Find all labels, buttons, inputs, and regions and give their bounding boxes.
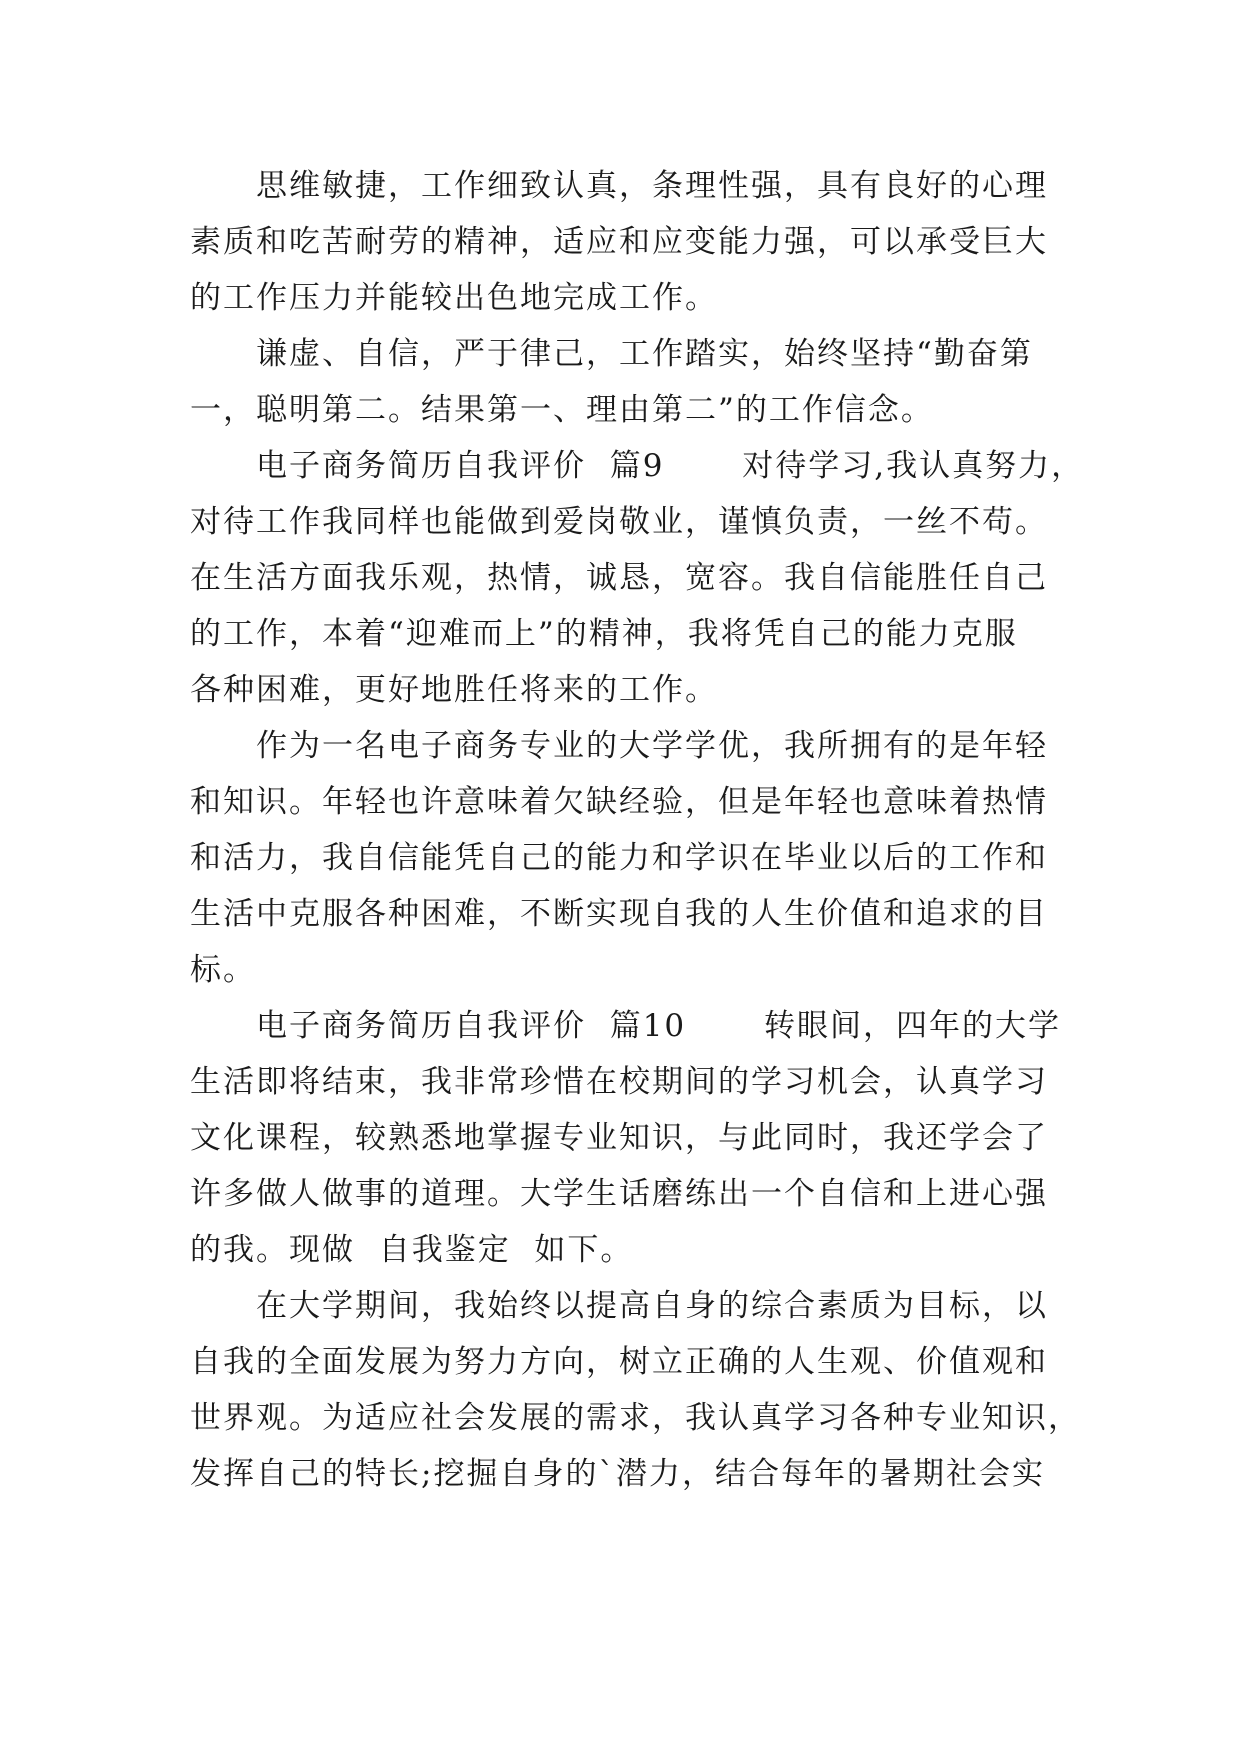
text-line: 自我的全面发展为努力方向，树立正确的人生观、价值观和 xyxy=(190,1344,1048,1380)
text-line: 生活即将结束，我非常珍惜在校期间的学习机会，认真学习 xyxy=(190,1064,1048,1100)
text-line: 谦虚、自信，严于律己，工作踏实，始终坚持“勤奋第 xyxy=(190,336,1033,372)
text-line: 作为一名电子商务专业的大学学优，我所拥有的是年轻 xyxy=(190,728,1048,764)
text-line: 许多做人做事的道理。大学生话磨练出一个自信和上进心强 xyxy=(190,1176,1048,1212)
text-line: 的我。现做 自我鉴定 如下。 xyxy=(190,1232,634,1268)
text-line: 世界观。为适应社会发展的需求，我认真学习各种专业知识， xyxy=(190,1400,1081,1436)
text-line: 生活中克服各种困难，不断实现自我的人生价值和追求的目 xyxy=(190,896,1048,932)
text-line: 对待工作我同样也能做到爱岗敬业，谨慎负责，一丝不苟。 xyxy=(190,504,1048,540)
text-line: 的工作，本着“迎难而上”的精神，我将凭自己的能力克服 xyxy=(190,616,1018,652)
text-line: 在生活方面我乐观，热情，诚恳，宽容。我自信能胜任自己 xyxy=(190,560,1048,596)
text-line: 在大学期间，我始终以提高自身的综合素质为目标，以 xyxy=(190,1288,1048,1324)
text-line: 素质和吃苦耐劳的精神，适应和应变能力强，可以承受巨大 xyxy=(190,224,1048,260)
document-body xyxy=(190,158,1085,1502)
text-line: 思维敏捷，工作细致认真，条理性强，具有良好的心理 xyxy=(190,168,1048,204)
text-line: 电子商务简历自我评价 篇9 对待学习,我认真努力， xyxy=(190,448,1085,484)
text-line: 文化课程，较熟悉地掌握专业知识，与此同时，我还学会了 xyxy=(190,1120,1048,1156)
text-line: 和活力，我自信能凭自己的能力和学识在毕业以后的工作和 xyxy=(190,840,1048,876)
text-line: 一，聪明第二。结果第一、理由第二”的工作信念。 xyxy=(190,392,934,428)
text-line: 各种困难，更好地胜任将来的工作。 xyxy=(190,672,718,708)
text-line: 标。 xyxy=(190,952,256,988)
text-line: 和知识。年轻也许意味着欠缺经验，但是年轻也意味着热情 xyxy=(190,784,1048,820)
text-line: 的工作压力并能较出色地完成工作。 xyxy=(190,280,718,316)
text-line: 发挥自己的特长;挖掘自身的`潜力，结合每年的暑期社会实 xyxy=(190,1456,1045,1492)
text-line: 电子商务简历自我评价 篇10 转眼间，四年的大学 xyxy=(190,1008,1062,1044)
